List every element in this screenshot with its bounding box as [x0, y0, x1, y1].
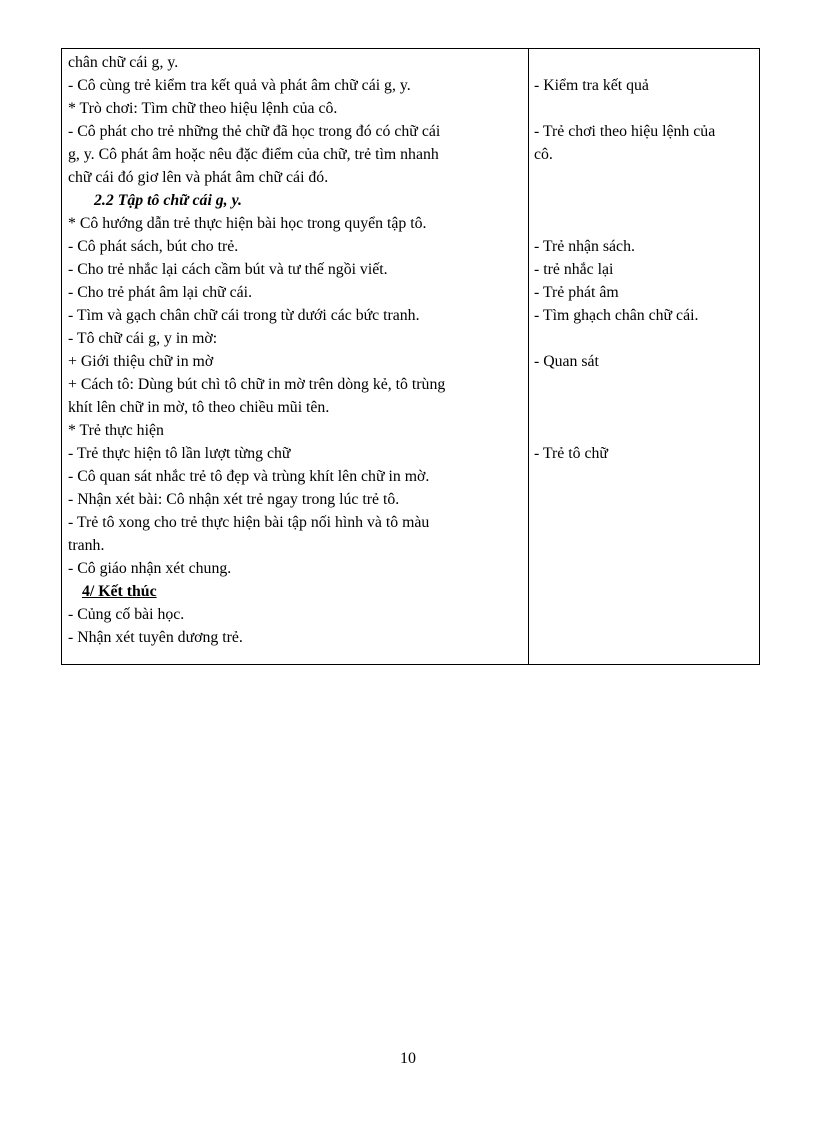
- text-line: - Quan sát: [534, 353, 599, 370]
- text-line: - Củng cố bài học.: [68, 606, 185, 623]
- text-line: - trẻ nhắc lại: [534, 261, 614, 278]
- text-line: - Trẻ nhận sách.: [534, 238, 635, 255]
- text-line: + Cách tô: Dùng bút chì tô chữ in mờ trên dòng kẻ, tô trùng: [68, 376, 446, 393]
- text-line: - Trẻ thực hiện tô lần lượt từng chữ: [68, 445, 291, 462]
- text-line: * Cô hướng dẫn trẻ thực hiện bài học trong quyển tập tô.: [68, 215, 427, 232]
- text-line: - Cho trẻ phát âm lại chữ cái.: [68, 284, 253, 301]
- section-heading: 2.2 Tập tô chữ cái g, y.: [94, 192, 242, 209]
- text-line: - Trẻ phát âm: [534, 284, 619, 301]
- text-line: + Giới thiệu chữ in mờ: [68, 353, 214, 370]
- text-line: - Tìm ghạch chân chữ cái.: [534, 307, 699, 324]
- page-number: 10: [400, 1050, 416, 1067]
- text-line: cô.: [534, 146, 553, 163]
- text-line: - Tô chữ cái g, y in mờ:: [68, 330, 218, 347]
- text-line: - Cô quan sát nhắc trẻ tô đẹp và trùng khít lên chữ in mờ.: [68, 468, 430, 485]
- text-line: khít lên chữ in mờ, tô theo chiều mũi tên.: [68, 399, 330, 416]
- text-line: * Trò chơi: Tìm chữ theo hiệu lệnh của cô.: [68, 100, 338, 117]
- text-line: - Cho trẻ nhắc lại cách cầm bút và tư thế ngồi viết.: [68, 261, 388, 278]
- text-line: * Trẻ thực hiện: [68, 422, 164, 439]
- text-line: - Trẻ tô xong cho trẻ thực hiện bài tập nối hình và tô màu: [68, 514, 430, 531]
- text-line: chân chữ cái g, y.: [68, 54, 179, 71]
- text-line: tranh.: [68, 537, 105, 554]
- section-heading: 4/ Kết thúc: [82, 583, 157, 600]
- column-divider: [528, 49, 529, 664]
- text-line: - Cô cùng trẻ kiểm tra kết quả và phát âm chữ cái g, y.: [68, 77, 411, 94]
- text-line: - Kiểm tra kết quả: [534, 77, 649, 94]
- text-line: - Nhận xét bài: Cô nhận xét trẻ ngay trong lúc trẻ tô.: [68, 491, 400, 508]
- text-line: - Cô phát cho trẻ những thẻ chữ đã học trong đó có chữ cái: [68, 123, 441, 140]
- text-line: - Tìm và gạch chân chữ cái trong từ dưới các bức tranh.: [68, 307, 420, 324]
- lesson-table: [61, 48, 760, 665]
- text-line: - Trẻ tô chữ: [534, 445, 608, 462]
- text-line: - Nhận xét tuyên dương trẻ.: [68, 629, 243, 646]
- text-line: chữ cái đó giơ lên và phát âm chữ cái đó.: [68, 169, 329, 186]
- text-line: - Cô phát sách, bút cho trẻ.: [68, 238, 239, 255]
- text-line: - Trẻ chơi theo hiệu lệnh của: [534, 123, 716, 140]
- text-line: g, y. Cô phát âm hoặc nêu đặc điểm của chữ, trẻ tìm nhanh: [68, 146, 439, 163]
- text-line: - Cô giáo nhận xét chung.: [68, 560, 232, 577]
